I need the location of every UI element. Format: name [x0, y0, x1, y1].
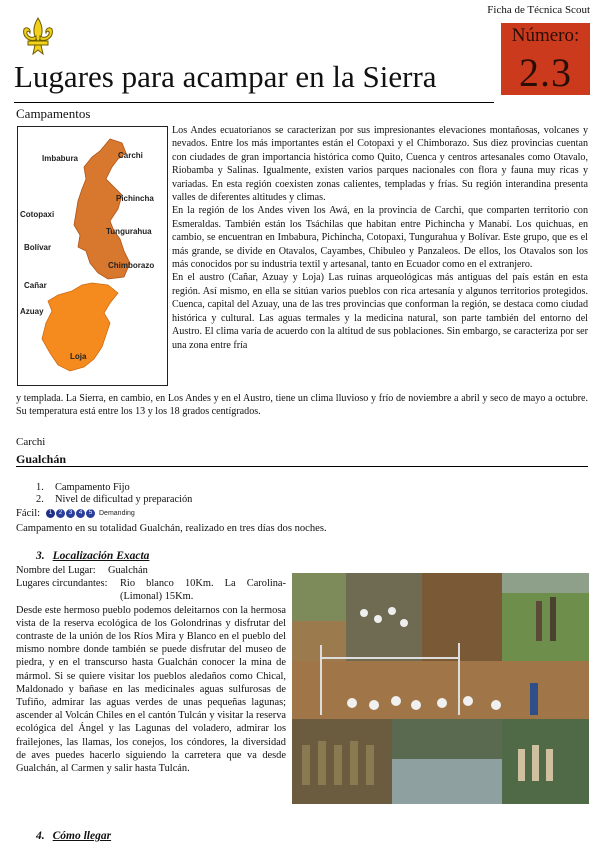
nearby-value: Rio blanco 10Km. La Carolina- (Limonal) 15Km.: [120, 578, 286, 603]
place-name-label: Nombre del Lugar:: [16, 565, 96, 576]
map-label-loja: Loja: [70, 352, 87, 361]
map-label-bolivar: Bolívar: [24, 243, 52, 252]
intro-paragraph-4: y templada. La Sierra, en cambio, en Los Andes y en el Austro, tiene un clima lluvioso y frío de noviembre a abril y seco de mayo a octubre. Su temperatura está entre los 13 y los 18 grados centígrados.: [16, 393, 588, 418]
difficulty-level: 4: [76, 509, 85, 518]
difficulty-end-label: Demanding: [99, 510, 135, 517]
map-north-region: [74, 139, 130, 279]
number-label: Número:: [511, 25, 580, 46]
difficulty-level: 5: [86, 509, 95, 518]
place-name-value: Gualchán: [108, 565, 148, 576]
intro-text: [172, 124, 588, 352]
section-title: Localización Exacta: [52, 550, 150, 562]
map-label-azuay: Azuay: [20, 307, 44, 316]
map-label-tungurahua: Tungurahua: [106, 227, 152, 236]
photo-collage: [292, 573, 589, 804]
number-badge: [501, 23, 590, 95]
difficulty-level: 2: [56, 509, 65, 518]
ficha-header: Ficha de Técnica Scout: [487, 4, 590, 16]
title-rule: [14, 102, 494, 103]
section-heading-directions: [36, 830, 111, 842]
difficulty-label: Fácil:: [16, 508, 41, 519]
list-item: [36, 494, 192, 505]
list-number: 2.: [36, 494, 44, 505]
intro-paragraph-1: Los Andes ecuatorianos se caracterizan por sus impresionantes elevaciones montañosas, volcanes y nevados. Entre los más importantes están el Cotopaxi y el Chimborazo. Sus diez provincias cuentan con ciudades de gran importancia histórica como Quito, Cuenca y centros artesanales como Otavalo, Riobamba y Salinas. Igualmente, existen varios parques nacionales con flora y fauna muy ricas y variadas. En esta región coexisten zonas calientes, templadas y frías. Su región interandina presenta valles de diferentes altitudes y climas.: [172, 125, 588, 204]
province-label: Carchi: [16, 436, 46, 448]
sierra-map: [17, 126, 168, 386]
location-description: Desde este hermoso pueblo podemos deleitarnos con la hermosa vista de la reserva ecológica de los Golondrinas y disfrutar del contraste de la unión de los Ríos Mira y Blanco en el pueblo del mismo nombre donde también se puede disfrutar del museo de piedra, y en el transcurso hasta Gualchán conocer la mina de mármol. Si se quiere visitar los pueblos aledaños como Chical, Maldonado y bañase en las medicinales aguas sulfurosas de Tufiño, admirar las aguas verdes de unas pequeñas lagunas; ascender al Volcán Chiles en el cantón Tulcán y visitar la reserva ecológica del Ángel y las Lagunas del voladero, admirar los frailejones, las llamas, los conejos, los cóndores, la diversidad de aves puedes hacerlo siguiendo la carretera que va desde Gualchán, al Carmen y salir hasta Tulcán.: [16, 604, 286, 775]
fleur-de-lis-icon: [18, 16, 58, 58]
map-image: [18, 127, 167, 385]
camp-description: Campamento en su totalidad Gualchán, realizado en tres días dos noches.: [16, 523, 327, 534]
map-label-canar: Cañar: [24, 281, 47, 290]
page-title: Lugares para acampar en la Sierra: [14, 59, 437, 94]
location-details: [16, 564, 286, 775]
difficulty-level: 3: [66, 509, 75, 518]
section-number: 4.: [36, 830, 45, 842]
nearby-label: Lugares circundantes:: [16, 578, 108, 590]
difficulty-level: 1: [46, 509, 55, 518]
difficulty-scale: [46, 509, 135, 518]
place-rule: [16, 466, 588, 467]
section-heading-location: [36, 550, 149, 562]
list-number: 1.: [36, 482, 44, 493]
place-heading: Gualchán: [16, 452, 67, 466]
place-name-row: [16, 564, 286, 577]
subtitle: Campamentos: [16, 106, 91, 121]
map-label-pichincha: Pichincha: [116, 194, 154, 203]
map-label-chimborazo: Chimborazo: [108, 261, 155, 270]
nearby-row: [16, 577, 286, 603]
collage-image: [292, 573, 589, 804]
list-item: [36, 482, 130, 493]
intro-paragraph-3: En el austro (Cañar, Azuay y Loja) Las ruinas arqueológicas más antiguas del país están en esta región. Así mismo, en ella se sitúan varios pueblos con rica artesanía y algunos territorios protegidos. Cuenca, capital del Azuay, una de las tres provincias que conforman la región, se destaca como ciudad histórica y cultural. Las aguas termales y la medicina natural, son parte también del entorno del Austro. El clima varía de acuerdo con la altitud de sus poblaciones. Sin embargo, se caracteriza por ser una zona entre fría: [172, 272, 588, 351]
section-number: 3.: [36, 550, 45, 562]
map-label-imbabura: Imbabura: [42, 154, 79, 163]
number-value: 2.3: [519, 50, 572, 95]
intro-paragraph-2: En la región de los Andes viven los Awá, en la provincia de Carchi, que comparten territorio con Esmeraldas. También están los Tsáchilas que habitan entre Pichincha y Manabí. Los quichuas, en cambio, se encuentran en Imbabura, Pichincha, Cotopaxi, Tungurahua y Bolívar. Este grupo, que es el más grande, se divide en Otavalos, Cayambes, Chibuleo y Panzaleos. De ellos, los Otavalos son los más conocidos por su industria textil y artesanal, tanto en Ecuador como en el extranjero.: [172, 205, 588, 271]
section-title: Cómo llegar: [52, 830, 112, 842]
list-text: Campamento Fijo: [55, 482, 130, 493]
map-label-carchi: Carchi: [118, 151, 143, 160]
list-text: Nivel de dificultad y preparación: [55, 494, 193, 505]
map-label-cotopaxi: Cotopaxi: [20, 210, 55, 219]
